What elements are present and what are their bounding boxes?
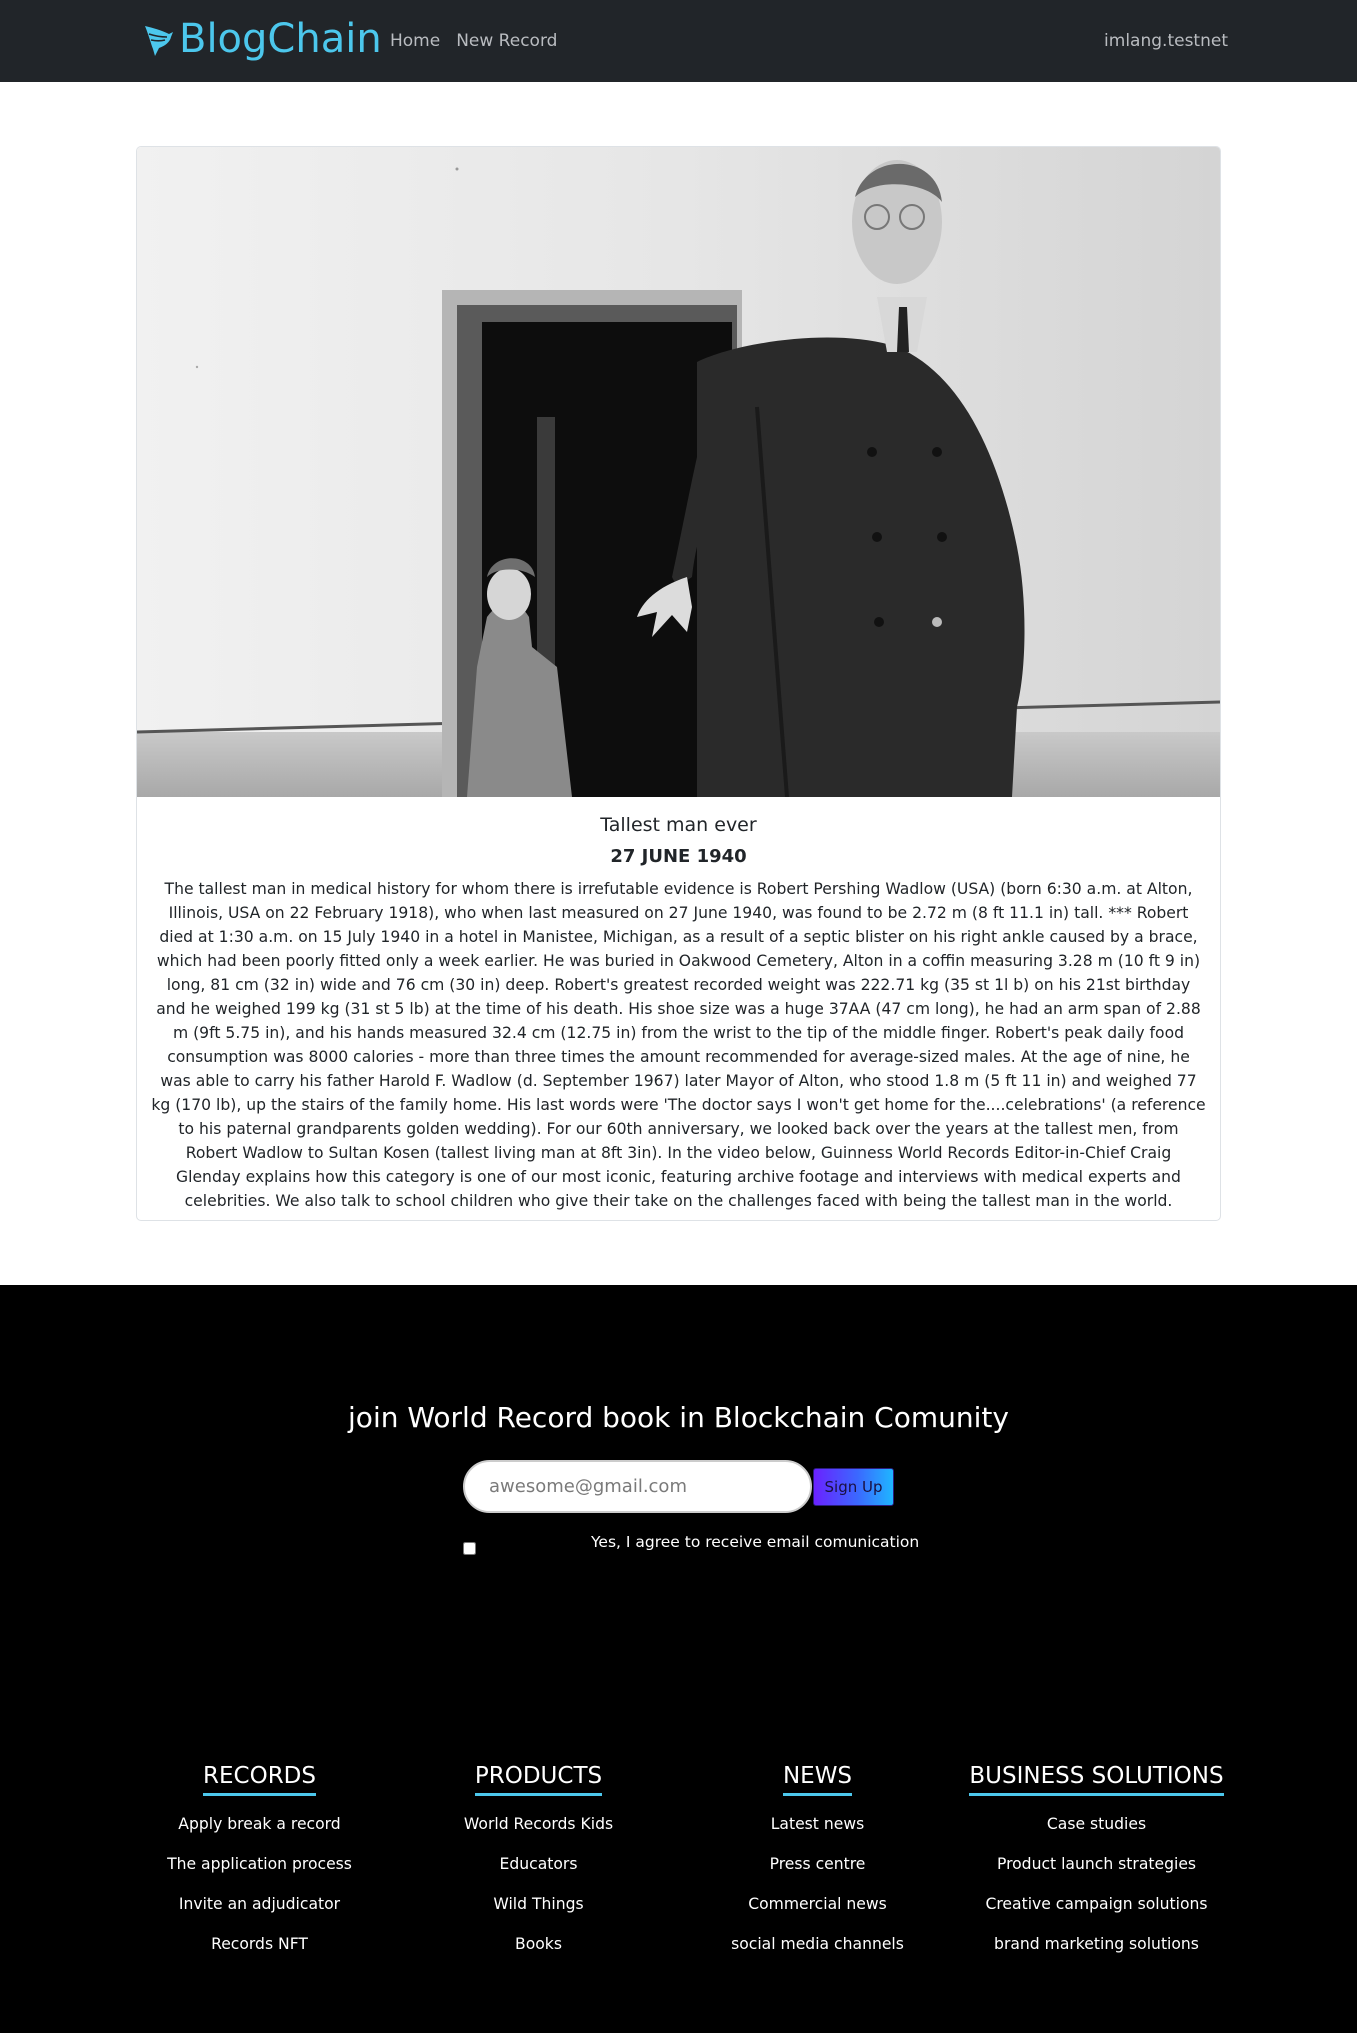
record-title: Tallest man ever <box>600 814 757 836</box>
footer-link-latest-news[interactable]: Latest news <box>770 1815 865 1833</box>
account-name[interactable]: imlang.testnet <box>1104 31 1228 51</box>
footer-column-business-solutions <box>957 1761 1236 1964</box>
nav-new-record-link[interactable]: New Record <box>456 31 558 51</box>
nav-links <box>390 30 557 52</box>
footer-link-invite-adjudicator[interactable]: Invite an adjudicator <box>178 1895 341 1913</box>
record-card <box>136 146 1221 1221</box>
footer-link-product-launch-strategies[interactable]: Product launch strategies <box>996 1855 1197 1873</box>
footer-link-apply-break-record[interactable]: Apply break a record <box>178 1815 341 1833</box>
footer-link-educators[interactable]: Educators <box>499 1855 578 1873</box>
footer-link-case-studies[interactable]: Case studies <box>1046 1815 1147 1833</box>
footer-link-creative-campaign-solutions[interactable]: Creative campaign solutions <box>985 1895 1208 1913</box>
footer-heading-news: NEWS <box>783 1761 852 1796</box>
agree-checkbox[interactable] <box>463 1542 476 1555</box>
signup-button[interactable]: Sign Up <box>813 1468 894 1506</box>
footer-heading-business-solutions: BUSINESS SOLUTIONS <box>969 1761 1223 1796</box>
footer-link-social-media-channels[interactable]: social media channels <box>731 1935 904 1953</box>
footer-link-commercial-news[interactable]: Commercial news <box>748 1895 887 1913</box>
record-description: The tallest man in medical history for whom there is irrefutable evidence is Robert Pershing Wadlow (USA) (born 6:30 a.m. at Alton, Illinois, USA on 22 February 1918), who when last measured on 27 June 1940, was found to be 2.72 m (8 ft 11.1 in) tall. *** Robert died at 1:30 a.m. on 15 July 1940 in a hotel in Manistee, Michigan, as a result of a septic blister on his right ankle caused by a brace, which had been poorly fitted only a week earlier. He was buried in Oakwood Cemetery, Alton in a coffin measuring 3.28 m (10 ft 9 in) long, 81 cm (32 in) wide and 76 cm (30 in) deep. Robert's greatest recorded weight was 222.71 kg (35 st 1l b) on his 21st birthday and he weighed 199 kg (31 st 5 lb) at the time of his death. His shoe size was a huge 37AA (47 cm long), he had an arm span of 2.88 m (9ft 5.75 in), and his hands measured 32.4 cm (12.75 in) from the wrist to the tip of the middle finger. Robert's peak daily food consumption was 8000 calories - more than three times the amount recommended for average-sized males. At the age of nine, he was able to carry his father Harold F. Wadlow (d. September 1967) later Mayor of Alton, who stood 1.8 m (5 ft 11 in) and weighed 77 kg (170 lb), up the stairs of the family home. His last words were 'The doctor says I won't get home for the....celebrations' (a reference to his paternal grandparents golden wedding). For our 60th anniversary, we looked back over the years at the tallest men, from Robert Wadlow to Sultan Kosen (tallest living man at 8ft 3in). In the video below, Guinness World Records Editor-in-Chief Craig Glenday explains how this category is one of our most iconic, featuring archive footage and interviews with medical experts and celebrities. We also talk to school children who give their take on the challenges faced with being the tallest man in the world. <box>151 880 1206 1210</box>
bird-logo-icon <box>143 20 175 58</box>
footer-link-wild-things[interactable]: Wild Things <box>493 1895 584 1913</box>
top-navbar <box>0 0 1357 82</box>
footer-heading-records: RECORDS <box>203 1761 316 1796</box>
nav-home-link[interactable]: Home <box>390 31 441 51</box>
footer-heading-products: PRODUCTS <box>475 1761 602 1796</box>
footer-link-world-records-kids[interactable]: World Records Kids <box>463 1815 614 1833</box>
footer-link-press-centre[interactable]: Press centre <box>769 1855 866 1873</box>
agree-label: Yes, I agree to receive email comunication <box>591 1533 920 1551</box>
brand-link[interactable] <box>143 14 382 64</box>
email-input[interactable] <box>463 1460 812 1513</box>
footer-link-application-process[interactable]: The application process <box>167 1855 352 1873</box>
brand-name: BlogChain <box>179 16 382 62</box>
site-footer <box>0 1285 1357 2033</box>
footer-column-records <box>120 1761 399 1964</box>
footer-link-books[interactable]: Books <box>515 1935 562 1953</box>
footer-column-products <box>399 1761 678 1964</box>
record-photo <box>137 147 1220 797</box>
footer-column-news <box>678 1761 957 1964</box>
footer-link-brand-marketing-solutions[interactable]: brand marketing solutions <box>994 1935 1199 1953</box>
record-date: 27 JUNE 1940 <box>610 846 747 867</box>
footer-link-records-nft[interactable]: Records NFT <box>211 1935 308 1953</box>
newsletter-title: join World Record book in Blockchain Comunity <box>348 1401 1009 1434</box>
